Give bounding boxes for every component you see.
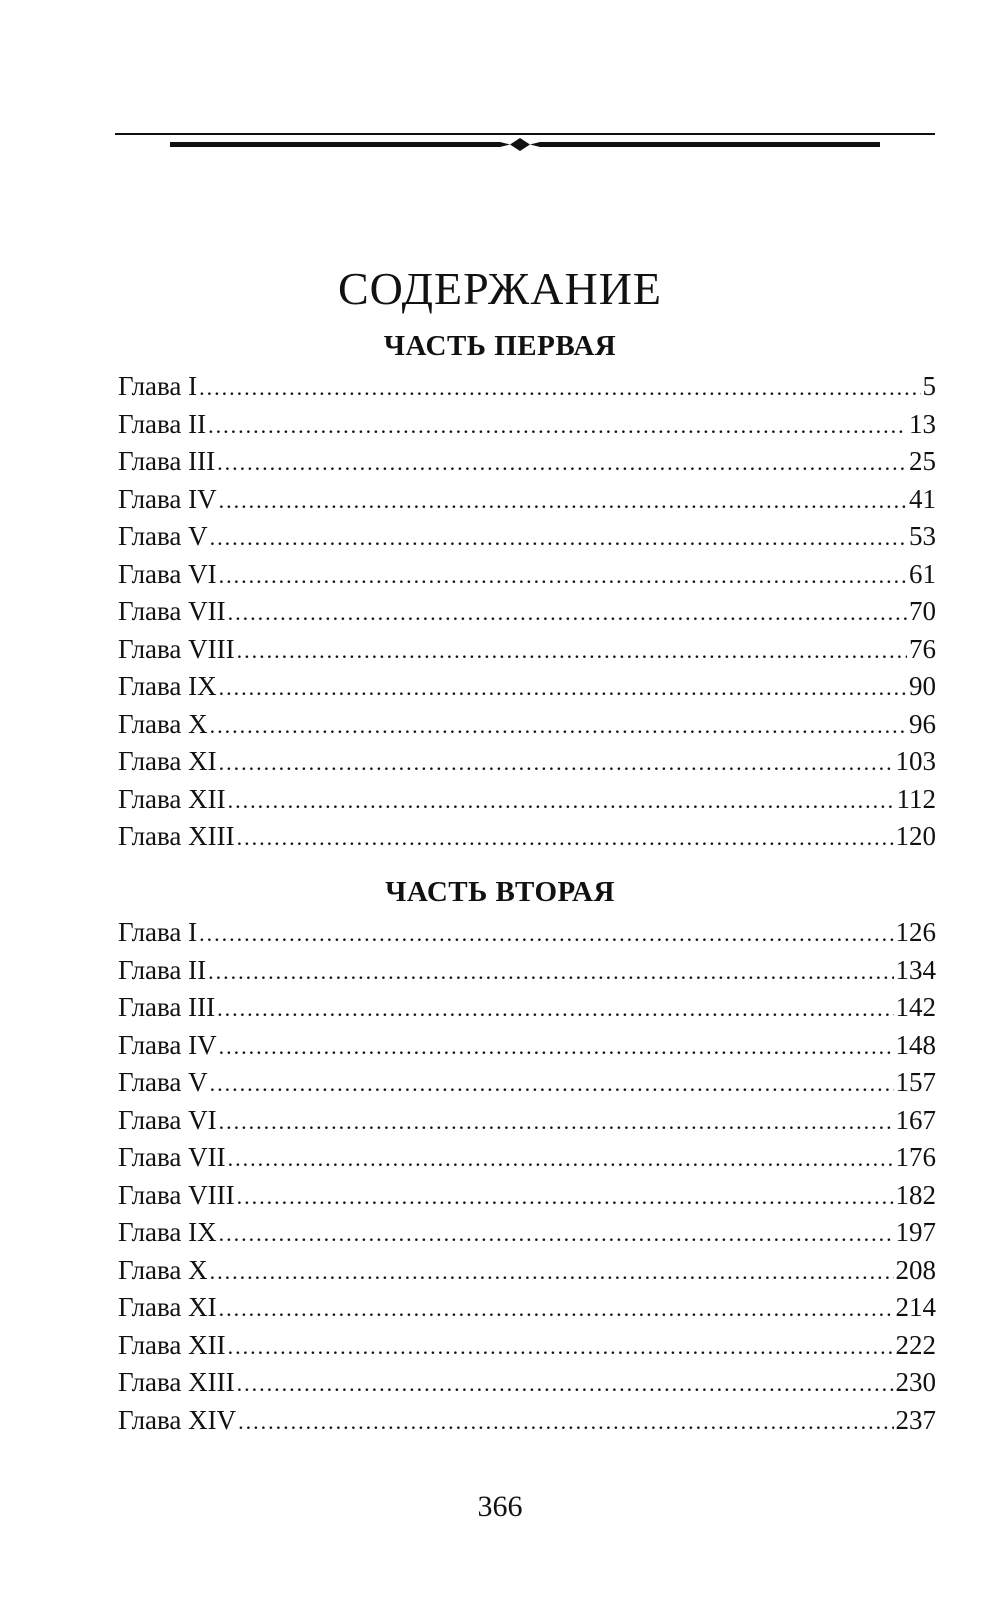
toc-entry [118,914,936,952]
dot-leader [208,953,893,991]
chapter-page-number: 61 [909,558,936,589]
toc-entry [118,1139,936,1177]
chapter-label: Глава VII [118,596,226,626]
chapter-page-number: 197 [895,1217,936,1247]
dot-leader [238,1403,893,1441]
dot-leader [217,444,907,482]
dot-leader [199,915,893,953]
chapter-page-number: 13 [909,408,936,439]
header-ornament-rule [115,130,935,156]
chapter-page-number: 176 [895,1142,936,1172]
dot-leader [210,519,907,557]
dot-leader [228,1328,894,1366]
chapter-label: Глава XII [118,783,226,814]
toc-entry [118,1064,936,1102]
dot-leader [219,557,907,595]
dot-leader [210,1065,894,1103]
toc-entry [118,1177,936,1215]
chapter-label: Глава X [118,1254,208,1285]
toc-entry [118,1214,936,1252]
dot-leader [219,669,907,707]
chapter-label: Глава IV [118,483,217,514]
chapter-page-number: 182 [895,1179,936,1210]
dot-leader [219,1215,894,1253]
toc-entry [118,1289,936,1327]
chapter-page-number: 120 [895,821,936,851]
toc-entry [118,952,936,990]
chapter-label: Глава IX [118,671,217,701]
chapter-label: Глава V [118,521,208,551]
dot-leader [228,1140,894,1178]
toc-entry [118,1252,936,1290]
chapter-page-number: 41 [909,483,936,514]
dot-leader [237,632,907,670]
chapter-page-number: 25 [909,446,936,476]
dot-leader [217,990,893,1028]
toc-entry [118,706,936,744]
toc-entry [118,368,936,406]
dot-leader [237,1178,894,1216]
chapter-label: Глава IV [118,1029,217,1060]
chapter-label: Глава VIII [118,633,235,664]
toc-entry [118,668,936,706]
toc-entry [118,518,936,556]
chapter-label: Глава VI [118,1104,217,1135]
chapter-label: Глава VIII [118,1179,235,1210]
chapter-page-number: 222 [895,1329,936,1360]
toc-entry [118,1102,936,1140]
dot-leader [210,1253,894,1291]
chapter-label: Глава I [118,371,198,401]
dot-leader [210,707,907,745]
toc-entry [118,1327,936,1365]
chapter-page-number: 134 [895,954,936,985]
chapter-label: Глава VI [118,558,217,589]
chapter-page-number: 96 [909,708,936,739]
toc-entry [118,556,936,594]
chapter-page-number: 53 [909,521,936,551]
toc-entry [118,818,936,856]
chapter-label: Глава XIII [118,1367,235,1397]
chapter-page-number: 148 [895,1029,936,1060]
chapter-page-number: 5 [922,371,936,401]
dot-leader [219,482,907,520]
page-title: СОДЕРЖАНИЕ [337,263,663,314]
dot-leader [208,407,907,445]
chapter-page-number: 70 [909,596,936,626]
chapter-page-number: 230 [895,1367,936,1397]
toc-entry [118,443,936,481]
chapter-label: Глава XII [118,1329,226,1360]
dot-leader [219,1290,894,1328]
chapter-page-number: 142 [895,992,936,1022]
dot-leader [219,1103,894,1141]
chapter-label: Глава XIV [118,1404,237,1435]
dot-leader [219,1028,894,1066]
toc-part-one [118,368,936,856]
part-one-heading: ЧАСТЬ ПЕРВАЯ [383,330,617,362]
chapter-label: Глава VII [118,1142,226,1172]
toc-entry [118,1027,936,1065]
chapter-label: Глава I [118,917,198,947]
chapter-page-number: 126 [895,917,936,947]
chapter-page-number: 90 [909,671,936,701]
dot-leader [237,819,894,857]
chapter-label: Глава XI [118,746,217,776]
chapter-label: Глава III [118,446,216,476]
dot-leader [237,1365,894,1403]
chapter-page-number: 112 [896,783,936,814]
chapter-page-number: 157 [895,1067,936,1097]
toc-entry [118,989,936,1027]
dot-leader [228,594,907,632]
toc-part-two [118,914,936,1439]
chapter-label: Глава XIII [118,821,235,851]
toc-entry [118,743,936,781]
chapter-label: Глава IX [118,1217,217,1247]
toc-entry [118,1402,936,1440]
part-two-heading: ЧАСТЬ ВТОРАЯ [385,876,615,908]
chapter-page-number: 103 [895,746,936,776]
toc-entry [118,1364,936,1402]
dot-leader [199,369,920,407]
toc-entry [118,406,936,444]
chapter-label: Глава XI [118,1292,217,1322]
chapter-page-number: 214 [895,1292,936,1322]
chapter-label: Глава II [118,408,207,439]
chapter-page-number: 76 [909,633,936,664]
chapter-label: Глава II [118,954,207,985]
page-number: 366 [477,1490,523,1523]
chapter-page-number: 167 [895,1104,936,1135]
chapter-label: Глава V [118,1067,208,1097]
toc-entry [118,481,936,519]
dot-leader [228,782,895,820]
toc-entry [118,593,936,631]
dot-leader [219,744,894,782]
toc-entry [118,631,936,669]
chapter-label: Глава III [118,992,216,1022]
chapter-page-number: 208 [895,1254,936,1285]
chapter-page-number: 237 [895,1404,936,1435]
chapter-label: Глава X [118,708,208,739]
toc-entry [118,781,936,819]
